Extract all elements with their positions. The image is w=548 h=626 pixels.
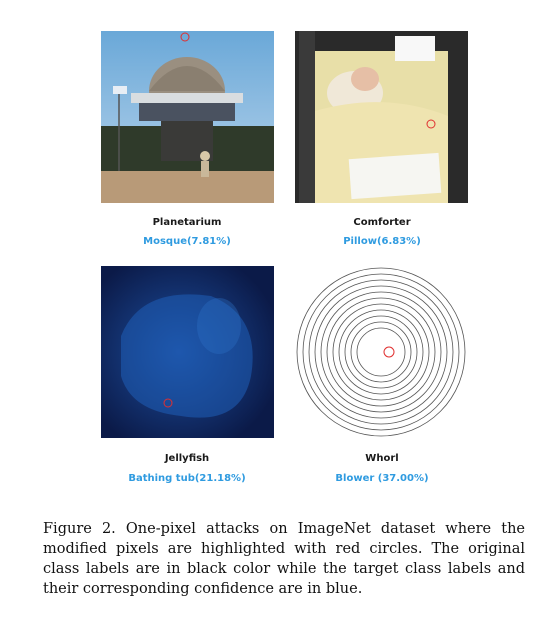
panel-original-label: Comforter: [353, 217, 411, 228]
panel-target-label: Mosque(7.81%): [143, 236, 231, 247]
whorl-photo: [295, 266, 468, 438]
comforter-image: [295, 31, 468, 203]
planetarium-image: [101, 31, 274, 203]
planetarium-photo: [101, 31, 274, 203]
figure-caption: Figure 2. One-pixel attacks on ImageNet dataset where the modified pixels are highlighted with red circles. The original class labels are in black color while the target class labels and their corresponding confidence are in blue.: [43, 521, 525, 597]
whorl-image: [295, 266, 468, 438]
jellyfish-image: [101, 266, 274, 438]
panel-target-label: Blower (37.00%): [335, 473, 429, 484]
panel-original-label: Planetarium: [152, 217, 222, 228]
comforter-photo: [295, 31, 468, 203]
panel-original-label: Jellyfish: [164, 453, 210, 464]
panel-original-label: Whorl: [365, 453, 399, 464]
panel-target-label: Bathing tub(21.18%): [128, 473, 246, 484]
jellyfish-photo: [101, 266, 274, 438]
panel-target-label: Pillow(6.83%): [343, 236, 421, 247]
